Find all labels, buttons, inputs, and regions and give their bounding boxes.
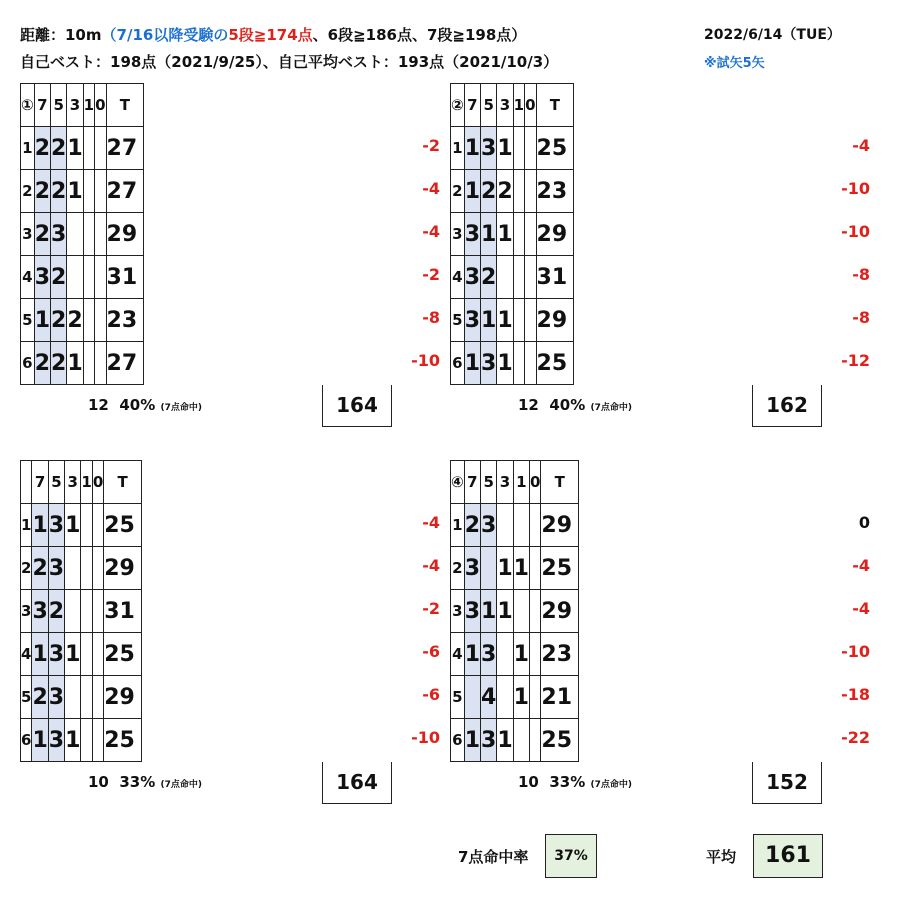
count-7: 2 [32,547,48,590]
count-7: 1 [32,719,48,762]
cumulative-diff: -4 [422,179,440,198]
end-total: 31 [536,256,574,299]
end-total: 23 [106,299,144,342]
end-number: 4 [21,633,32,676]
end-row [451,504,579,547]
column-header: 5 [51,84,67,127]
column-header: 0 [529,461,540,504]
count-1: 1 [513,633,529,676]
count-7: 3 [464,547,480,590]
count-1 [81,633,92,676]
cumulative-diff: -8 [852,265,870,284]
count-5: 4 [481,676,497,719]
end-number: 6 [21,719,32,762]
count-3: 1 [67,170,83,213]
column-header: 0 [525,84,536,127]
count-0 [95,213,106,256]
end-number: 4 [21,256,35,299]
end-row [21,547,142,590]
column-header: 0 [95,84,106,127]
end-total: 25 [104,633,142,676]
end-row [21,590,142,633]
count-5: 3 [481,342,497,385]
column-header: 5 [48,461,64,504]
column-header: 3 [497,84,513,127]
count-7: 1 [32,633,48,676]
cumulative-diff: -4 [852,556,870,575]
count-7: 1 [464,633,480,676]
end-total: 23 [536,170,574,213]
end-number: 3 [451,590,465,633]
count-1 [81,676,92,719]
count-5: 2 [481,256,497,299]
header-row [451,84,574,127]
count-5: 2 [481,170,497,213]
cumulative-diff: -18 [841,685,870,704]
count-0 [95,299,106,342]
end-row [21,127,144,170]
count-7: 1 [464,170,480,213]
count-3: 2 [67,299,83,342]
end-number: 2 [21,547,32,590]
column-header: T [106,84,144,127]
count-0 [95,342,106,385]
end-total: 31 [106,256,144,299]
count-0 [525,299,536,342]
end-total: 25 [541,719,579,762]
end-number: 1 [451,127,465,170]
end-row [451,676,579,719]
score-table [20,460,142,762]
end-total: 25 [536,127,574,170]
count-1 [83,127,94,170]
count-5: 3 [48,504,64,547]
count-1 [83,299,94,342]
count-0 [529,547,540,590]
cumulative-diff: -8 [852,308,870,327]
end-row [21,256,144,299]
personal-best-line: 自己ベスト：198点（2021/9/25）、自己平均ベスト：193点（2021/10/3） [20,53,559,71]
end-total: 29 [104,676,142,719]
count-1 [83,213,94,256]
count-0 [529,676,540,719]
count-1 [513,213,524,256]
count-0 [95,256,106,299]
column-header: T [536,84,574,127]
seven-hit-note: (7点命中) [590,403,632,413]
end-row [451,213,574,256]
count-5: 3 [481,633,497,676]
end-total: 29 [541,590,579,633]
count-0 [529,590,540,633]
count-3: 1 [67,342,83,385]
count-5 [481,547,497,590]
count-0 [92,547,103,590]
count-7: 2 [32,676,48,719]
note-5dan: 5段≧174点 [228,26,313,44]
end-total: 29 [536,213,574,256]
cumulative-diff: -2 [422,599,440,618]
end-total: 25 [541,547,579,590]
hit-rate-value: 37% [545,834,597,878]
count-5: 1 [481,299,497,342]
end-total: 25 [104,504,142,547]
end-number: 1 [21,504,32,547]
end-row [451,127,574,170]
count-1 [513,170,524,213]
end-total: 21 [541,676,579,719]
end-total: 29 [536,299,574,342]
header-row [21,84,144,127]
column-header: 1 [513,84,524,127]
count-3: 1 [497,719,513,762]
count-1: 1 [513,547,529,590]
end-number: 2 [451,547,465,590]
count-1 [81,719,92,762]
seven-hit-note: (7点命中) [590,780,632,790]
end-total: 29 [106,213,144,256]
count-3: 2 [497,170,513,213]
cumulative-diff: -22 [841,728,870,747]
count-7: 2 [34,170,50,213]
count-3 [65,547,81,590]
count-5: 2 [51,342,67,385]
end-number: 4 [451,633,465,676]
count-3 [67,256,83,299]
count-3: 1 [497,127,513,170]
count-7: 2 [34,342,50,385]
cumulative-diff: -6 [422,685,440,704]
round-label [21,461,32,504]
count-3 [497,633,513,676]
count-7: 2 [34,127,50,170]
end-row [21,633,142,676]
count-3: 1 [497,213,513,256]
end-total: 27 [106,170,144,213]
column-header: 1 [83,84,94,127]
note-rest: 、6段≧186点、7段≧198点） [312,26,527,44]
seven-hit-summary [518,396,632,414]
count-0 [92,590,103,633]
count-7: 1 [464,127,480,170]
count-5: 3 [481,127,497,170]
end-number: 6 [451,342,465,385]
end-row [451,170,574,213]
column-header: 5 [481,461,497,504]
count-5: 2 [51,170,67,213]
count-7: 1 [34,299,50,342]
count-7: 1 [464,342,480,385]
cumulative-diff: -4 [422,556,440,575]
column-header: 1 [513,461,529,504]
column-header: T [541,461,579,504]
count-1 [513,299,524,342]
count-1 [81,590,92,633]
end-number: 6 [21,342,35,385]
end-row [21,676,142,719]
seven-hit-count: 12 [518,396,539,414]
count-7: 2 [464,504,480,547]
seven-hit-note: (7点命中) [160,403,202,413]
count-0 [529,633,540,676]
block-total: 164 [322,385,392,427]
note-exam-date: 7/16以降受験の [116,26,229,44]
column-header: 3 [67,84,83,127]
count-7 [464,676,480,719]
end-number: 5 [451,676,465,719]
count-7: 3 [34,256,50,299]
column-header: 5 [481,84,497,127]
column-header: 3 [65,461,81,504]
seven-hit-summary [88,396,202,414]
end-total: 27 [106,127,144,170]
seven-hit-note: (7点命中) [160,780,202,790]
end-row [451,719,579,762]
count-1 [513,256,524,299]
end-total: 25 [536,342,574,385]
count-1 [81,547,92,590]
end-row [451,633,579,676]
seven-hit-percent: 40% [549,396,586,414]
average-value: 161 [753,834,823,878]
column-header: 7 [464,84,480,127]
column-header: 7 [464,461,480,504]
end-total: 23 [541,633,579,676]
seven-hit-summary [518,773,632,791]
count-3: 1 [497,299,513,342]
count-7: 3 [464,213,480,256]
block-total: 164 [322,762,392,804]
count-3: 1 [67,127,83,170]
count-7: 3 [464,590,480,633]
score-table [450,460,579,762]
end-row [451,342,574,385]
count-0 [92,504,103,547]
round-label: ① [21,84,35,127]
column-header: 7 [32,461,48,504]
block-total: 162 [752,385,822,427]
count-3: 1 [497,342,513,385]
seven-hit-summary [88,773,202,791]
count-1 [513,342,524,385]
count-0 [525,127,536,170]
seven-hit-percent: 33% [119,773,156,791]
end-row [21,213,144,256]
hit-rate-label: 7点命中率 [458,848,529,866]
note-paren: （ [101,26,117,44]
end-total: 29 [104,547,142,590]
seven-hit-percent: 40% [119,396,156,414]
count-5: 1 [481,213,497,256]
end-number: 5 [451,299,465,342]
seven-hit-count: 10 [88,773,109,791]
count-1 [513,504,529,547]
count-0 [525,256,536,299]
end-number: 4 [451,256,465,299]
count-3: 1 [497,590,513,633]
count-7: 2 [34,213,50,256]
count-3: 1 [65,504,81,547]
count-0 [525,170,536,213]
round-label: ② [451,84,465,127]
end-row [451,256,574,299]
header-row [21,461,142,504]
end-total: 27 [106,342,144,385]
end-row [21,299,144,342]
column-header: 0 [92,461,103,504]
cumulative-diff: -4 [422,222,440,241]
end-number: 2 [451,170,465,213]
seven-hit-percent: 33% [549,773,586,791]
score-table [450,83,574,385]
trial-arrows-note: ※試矢5矢 [704,56,765,71]
cumulative-diff: -2 [422,265,440,284]
count-5: 2 [48,590,64,633]
count-0 [95,127,106,170]
end-row [21,719,142,762]
end-row [451,590,579,633]
count-7: 3 [464,299,480,342]
count-5: 3 [48,676,64,719]
end-row [21,342,144,385]
column-header: T [104,461,142,504]
end-number: 2 [21,170,35,213]
end-number: 1 [21,127,35,170]
count-1 [83,256,94,299]
end-number: 6 [451,719,465,762]
end-row [451,547,579,590]
count-3 [65,676,81,719]
count-0 [529,719,540,762]
end-number: 5 [21,676,32,719]
score-table [20,83,144,385]
count-7: 1 [464,719,480,762]
column-header: 7 [34,84,50,127]
distance-label: 距離：10m [20,26,102,44]
end-row [451,299,574,342]
cumulative-diff: -6 [422,642,440,661]
column-header: 3 [497,461,513,504]
cumulative-diff: 0 [858,513,870,532]
cumulative-diff: -4 [422,513,440,532]
count-3: 1 [65,633,81,676]
count-3: 1 [497,547,513,590]
count-0 [525,342,536,385]
end-number: 1 [451,504,465,547]
cumulative-diff: -10 [841,222,870,241]
count-7: 3 [32,590,48,633]
count-5: 2 [51,127,67,170]
count-5: 3 [48,547,64,590]
column-header: 1 [81,461,92,504]
count-3 [65,590,81,633]
cumulative-diff: -8 [422,308,440,327]
count-0 [92,633,103,676]
count-5: 3 [481,719,497,762]
count-1 [83,342,94,385]
end-total: 25 [104,719,142,762]
end-number: 3 [21,213,35,256]
count-3 [497,256,513,299]
count-5: 3 [51,213,67,256]
seven-hit-count: 12 [88,396,109,414]
count-0 [92,719,103,762]
count-5: 3 [48,633,64,676]
count-0 [92,676,103,719]
count-1 [513,590,529,633]
count-1 [513,127,524,170]
count-7: 1 [32,504,48,547]
count-5: 2 [51,299,67,342]
cumulative-diff: -12 [841,351,870,370]
count-3: 1 [65,719,81,762]
block-total: 152 [752,762,822,804]
count-1 [81,504,92,547]
count-3 [497,504,513,547]
average-label: 平均 [706,848,737,866]
header-row [451,461,579,504]
cumulative-diff: -10 [841,642,870,661]
count-5: 1 [481,590,497,633]
count-1: 1 [513,676,529,719]
date-label: 2022/6/14（TUE） [704,27,841,43]
cumulative-diff: -2 [422,136,440,155]
end-number: 3 [451,213,465,256]
count-7: 3 [464,256,480,299]
count-5: 2 [51,256,67,299]
seven-hit-count: 10 [518,773,539,791]
count-1 [513,719,529,762]
count-5: 3 [48,719,64,762]
count-1 [83,170,94,213]
count-3 [67,213,83,256]
count-0 [95,170,106,213]
cumulative-diff: -4 [852,599,870,618]
cumulative-diff: -10 [411,351,440,370]
cumulative-diff: -10 [411,728,440,747]
end-row [21,170,144,213]
cumulative-diff: -4 [852,136,870,155]
end-row [21,504,142,547]
count-3 [497,676,513,719]
round-label: ④ [451,461,465,504]
end-number: 5 [21,299,35,342]
end-total: 29 [541,504,579,547]
count-0 [525,213,536,256]
cumulative-diff: -10 [841,179,870,198]
end-total: 31 [104,590,142,633]
header-distance-line [20,24,526,45]
count-0 [529,504,540,547]
end-number: 3 [21,590,32,633]
count-5: 3 [481,504,497,547]
